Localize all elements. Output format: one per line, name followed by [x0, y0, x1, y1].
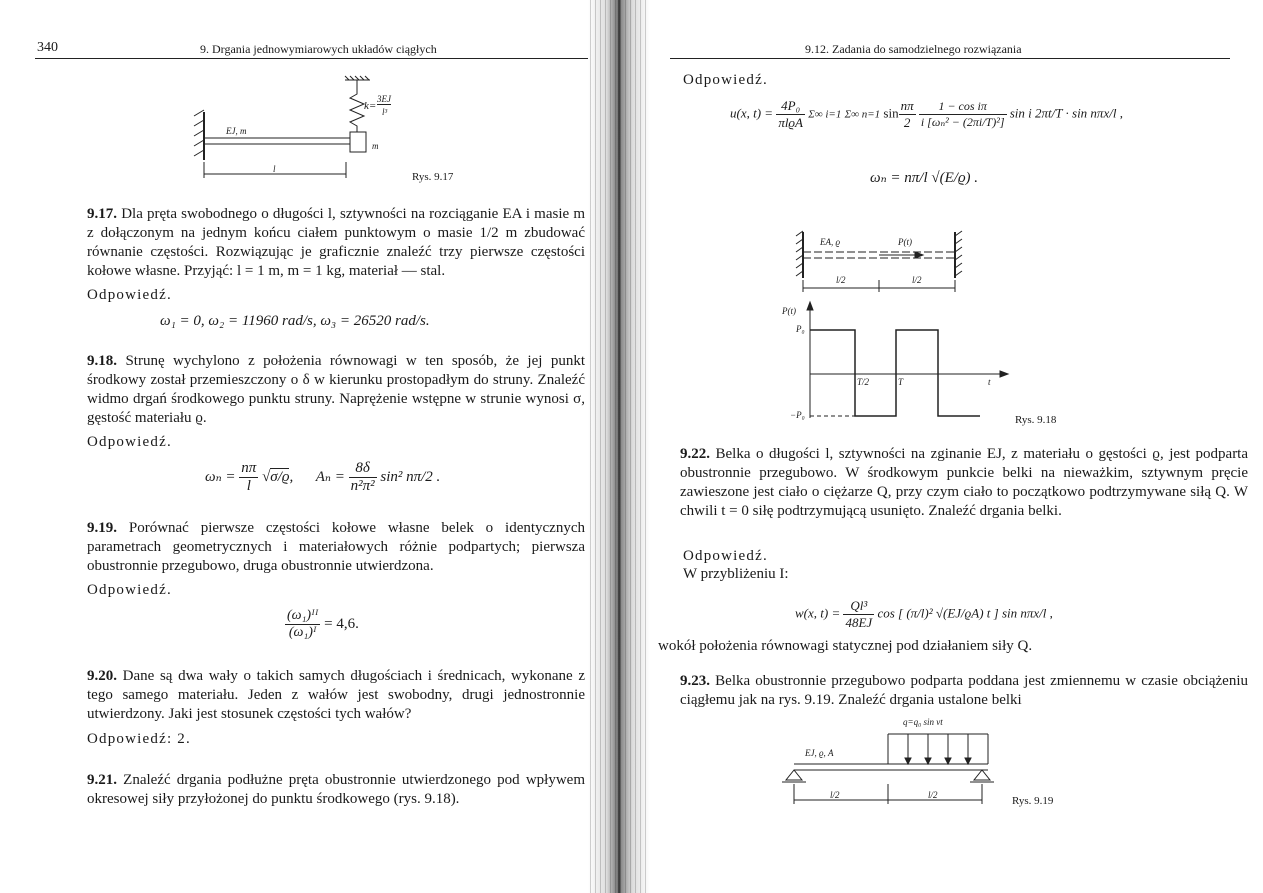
- problem-9-18: [87, 352, 585, 428]
- problem-9-21-text: Znaleźć drgania podłużne pręta obustronnie utwierdzonego pod wpływem okresowej siły przyłożonej do punktu środkowego (rys. 9.18).: [87, 772, 585, 807]
- problem-9-19-text: Porównać pierwsze częstości kołowe własne belek o identycznych parametrach geometrycznych i materiałowych różnie podpartych; pierwsza obustronnie przegubowo, druga obustronnie utwierdzona.: [87, 520, 585, 574]
- eq-u-npi-num: nπ: [900, 98, 914, 113]
- eq919-val: = 4,6.: [324, 615, 359, 632]
- problem-9-20-text: Dane są dwa wały o takich samych długościach i średnicach, wykonane z tego samego materiału. Jeden z wałów jest swobodny, drugi jednostronnie utwierdzony. Jaki jest stosunek częstości tych wałów?: [87, 668, 586, 722]
- eq918-omega-num: nπ: [241, 460, 257, 476]
- left-running-header: 9. Drgania jednowymiarowych układów ciągłych: [200, 42, 437, 56]
- eq-u-coef-num: 4P₀: [776, 98, 805, 115]
- eq-u-mid-den: i [ωₙ² − (2πi/T)²]: [920, 115, 1005, 129]
- right-running-header: 9.12. Zadania do samodzielnego rozwiązania: [805, 42, 1022, 56]
- problem-9-21-number: 9.21.: [87, 772, 117, 788]
- equation-9-18: ωₙ = $\frac{n\pi}{l}$ √σ/ϱ, Aₙ = $\frac{8\delta}{\text{n²π²}}$ sin² nπ/2 .: [205, 460, 441, 494]
- page-number: 340: [37, 40, 58, 55]
- right-page: [650, 0, 1263, 893]
- eq918-omega-lhs: ωₙ =: [205, 468, 236, 485]
- problem-9-17-number: 9.17.: [87, 206, 117, 222]
- fig918-axis-pt: P(t): [782, 306, 796, 316]
- fig918-ea-label: EA, ϱ: [820, 237, 841, 247]
- right-header-rule: [670, 58, 1230, 59]
- answer-label-9-21: Odpowiedź.: [683, 72, 768, 88]
- eq-u-sum1: Σ∞ i=1: [808, 108, 842, 121]
- approx-label: W przybliżeniu I:: [683, 566, 789, 582]
- eq-u-mid-num: 1 − cos iπ: [919, 99, 1007, 115]
- equation-omega: ωₙ = nπ/l √(E/ϱ) .: [870, 170, 979, 186]
- figure-9-18-plot: [800, 300, 1020, 425]
- fig918-axis-mp0: −P₀: [790, 410, 805, 420]
- fig919-l2b: l/2: [928, 790, 938, 800]
- eq-u-coef-den: πlϱA: [778, 115, 803, 130]
- eq918-a-tail: sin² nπ/2 .: [380, 468, 441, 485]
- figure-9-19: [780, 720, 1010, 810]
- answer-9-20: Odpowiedź: 2.: [87, 731, 191, 747]
- problem-9-19-number: 9.19.: [87, 520, 117, 536]
- fig919-ej-label: EJ, ϱ, A: [805, 748, 834, 758]
- fig918-axis-T: T: [898, 377, 904, 387]
- problem-9-21: [87, 771, 585, 809]
- fig918-axis-p0: P₀: [796, 324, 805, 334]
- fig917-k-num: 3EJ: [377, 94, 391, 104]
- problem-9-18-number: 9.18.: [87, 353, 117, 369]
- fig918-axis-t2: T/2: [857, 377, 870, 387]
- left-page: [0, 0, 610, 893]
- problem-9-19: [87, 519, 585, 576]
- fig917-m-label: m: [372, 141, 379, 151]
- answer-label-9-19: Odpowiedź.: [87, 582, 172, 598]
- eq-w-num: Ql³: [843, 598, 874, 615]
- answer-label-9-22: Odpowiedź.: [683, 548, 768, 564]
- fig918-l2b: l/2: [912, 275, 922, 285]
- eq918-a-den: n²π²: [350, 478, 375, 494]
- eq-u-sin: sin: [883, 105, 899, 121]
- problem-9-17: [87, 205, 585, 281]
- fig917-k-den: l³: [382, 107, 388, 117]
- fig919-l2a: l/2: [830, 790, 840, 800]
- equation-9-19: [285, 608, 359, 641]
- eq918-omega-den: l: [246, 478, 251, 494]
- problem-9-22: [680, 445, 1248, 521]
- eq-u-tail: sin i 2πt/T · sin nπx/l ,: [1009, 105, 1123, 121]
- eq-u-npi-den: 2: [903, 115, 911, 130]
- eq-w-body: cos [ (π/l)² √(EJ/ϱA) t ] sin nπx/l ,: [877, 605, 1053, 621]
- problem-9-22-number: 9.22.: [680, 446, 710, 462]
- fig918-pt-label: P(t): [898, 237, 912, 247]
- fig919-q-label: q=q₀ sin νt: [903, 717, 943, 727]
- eq919-den: (ω₁)ᴵ: [288, 625, 317, 640]
- eq-u-lhs: u(x, t) =: [730, 105, 774, 121]
- answer-label-9-18: Odpowiedź.: [87, 434, 172, 450]
- eq918-omega-sqrt: σ/ϱ: [270, 468, 290, 485]
- fig918-l2a: l/2: [836, 275, 846, 285]
- problem-9-23-text: Belka obustronnie przegubowo podparta poddana jest zmiennemu w czasie obciążeniu ciągłemu jak na rys. 9.19. Znaleźć drgania ustalone belki: [680, 673, 1248, 708]
- fig917-l-label: l: [273, 164, 276, 174]
- eq-w-den: 48EJ: [845, 615, 873, 630]
- problem-9-23: [680, 672, 1248, 710]
- equation-9-17: ω₁ = 0, ω₂ = 11960 rad/s, ω₃ = 26520 rad/s.: [160, 313, 430, 329]
- eq918-a-lhs: Aₙ =: [315, 468, 345, 485]
- problem-9-17-text: Dla pręta swobodnego o długości l, sztywności na rozciąganie EA i masie m z dołączonym na jednym końcu ciałem punktowym o masie 1/2 m zbudować równanie częstości. Rozwiązując je graficznie znaleźć trzy pierwsze częstości kołowe własne. Przyjąć: l = 1 m, m = 1 kg, materiał — stal.: [87, 206, 586, 279]
- fig919-caption: Rys. 9.19: [1012, 795, 1054, 807]
- answer-label-9-17: Odpowiedź.: [87, 287, 172, 303]
- fig917-k-label: k=: [364, 100, 377, 112]
- problem-9-22-text: Belka o długości l, sztywności na zginanie EJ, z materiału o gęstości ϱ, jest podparta obustronnie przegubowo. W środkowym punkcie belki na nieważkim, sztywnym pręcie zawieszone jest ciało o ciężarze Q, przy czym ciało to początkowo podtrzymywane siłą Q. W chwili t = 0 siłę podtrzymującą usunięto. Znaleźć drgania belki.: [680, 446, 1249, 519]
- eq-u-sum2: Σ∞ n=1: [844, 108, 881, 121]
- eq-w-lhs: w(x, t) =: [795, 605, 841, 621]
- equation-u: [730, 98, 1123, 131]
- problem-9-20: [87, 667, 585, 724]
- eq919-num: (ω₁)ᴵᴵ: [287, 608, 319, 623]
- fig917-ej-label: EJ, m: [226, 126, 247, 136]
- left-header-rule: [35, 58, 590, 59]
- book-gutter: [588, 0, 650, 893]
- fig918-caption: Rys. 9.18: [1015, 414, 1057, 426]
- fig917-caption: Rys. 9.17: [412, 171, 454, 183]
- problem-9-20-number: 9.20.: [87, 668, 117, 684]
- problem-9-23-number: 9.23.: [680, 673, 710, 689]
- w-note: wokół położenia równowagi statycznej pod działaniem siły Q.: [658, 638, 1033, 654]
- fig918-axis-t: t: [988, 377, 991, 387]
- eq918-a-num: 8δ: [349, 460, 377, 478]
- equation-w: [795, 598, 1053, 631]
- problem-9-18-text: Strunę wychylono z położenia równowagi w ten sposób, że jej punkt środkowy został przemieszczony o δ w kierunku prostopadłym do struny. Znaleźć widmo drgań środkowego punktu struny. Naprężenie wstępne w strunie wynosi σ, gęstość materiału ϱ.: [87, 353, 586, 426]
